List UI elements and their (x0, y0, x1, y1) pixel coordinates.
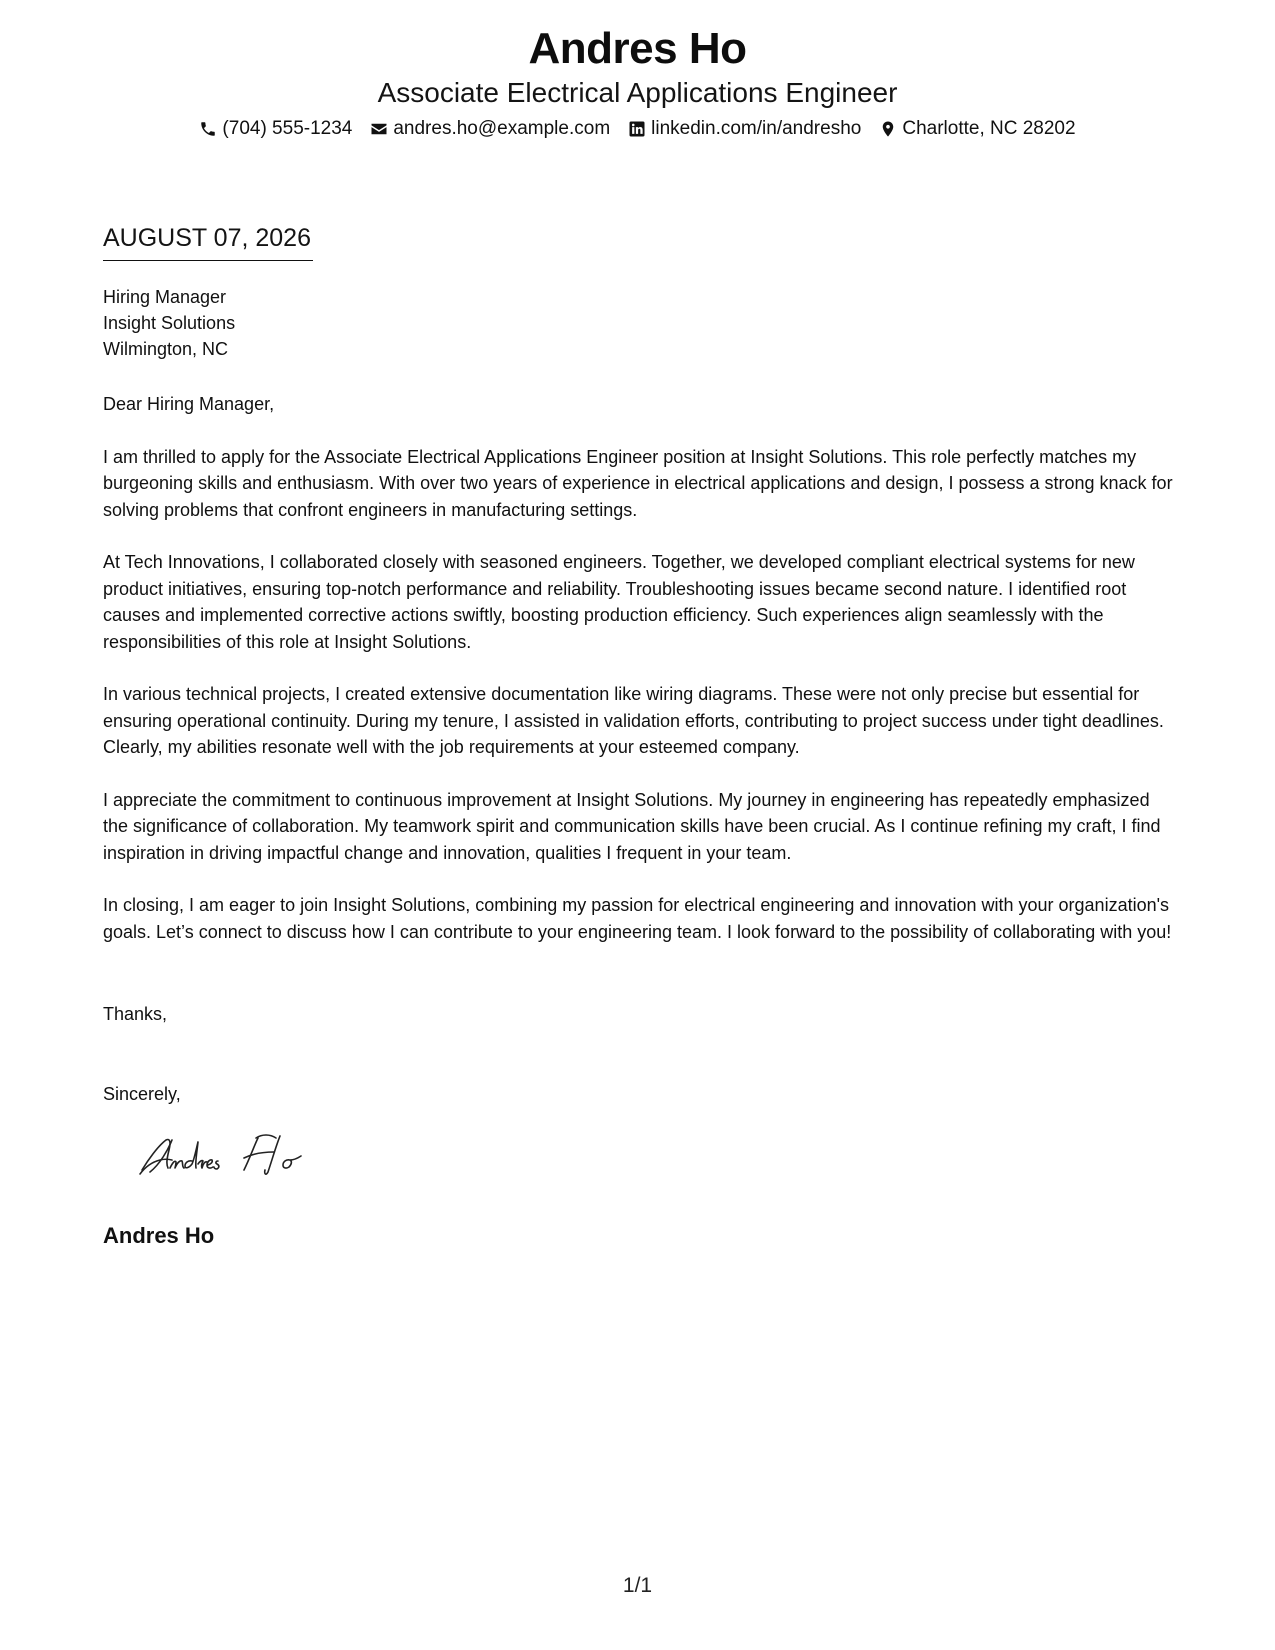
sign-off: Thanks, (103, 1004, 168, 1024)
signer-name: Andres Ho (103, 1223, 215, 1248)
linkedin-text: linkedin.com/in/andresho (651, 118, 862, 139)
location-text: Charlotte, NC 28202 (902, 118, 1076, 139)
map-pin-icon (879, 120, 897, 138)
phone-text: (704) 555-1234 (222, 118, 353, 139)
page-number: 1/1 (622, 1574, 653, 1597)
date-block (103, 222, 313, 261)
recipient-address (103, 284, 235, 362)
phone-icon (199, 120, 217, 138)
email-text: andres.ho@example.com (393, 118, 611, 139)
applicant-name: Andres Ho (528, 24, 747, 73)
paragraph: In closing, I am eager to join Insight Solutions, combining my passion for electrical engineering and innovation with your organization's goals. Let’s connect to discuss how I can contribute to your engineering team. I look forward to the possibility of collaborating with you! (103, 895, 1172, 942)
letter-header (0, 22, 1275, 142)
salutation: Dear Hiring Manager, (103, 394, 275, 414)
recipient-name: Hiring Manager (103, 287, 227, 307)
recipient-location: Wilmington, NC (103, 339, 229, 359)
applicant-job-title: Associate Electrical Applications Engineer (377, 77, 898, 108)
contact-phone[interactable] (199, 116, 352, 142)
paragraph: At Tech Innovations, I collaborated closely with seasoned engineers. Together, we developed compliant electrical systems for new product initiatives, ensuring top-notch performance and reliability. Troubleshooting issues became second nature. I identified root causes and implemented corrective actions swiftly, boosting production efficiency. Such experiences align seamlessly with the responsibilities of this role at Insight Solutions. (103, 552, 1135, 652)
letter-date: AUGUST 07, 2026 (103, 222, 313, 261)
paragraph: In various technical projects, I created extensive documentation like wiring diagrams. These were not only precise but essential for ensuring operational continuity. During my tenure, I assisted in validation efforts, contributing to project success under tight deadlines. Clearly, my abilities resonate well with the job requirements at your esteemed company. (103, 684, 1164, 757)
recipient-company: Insight Solutions (103, 313, 236, 333)
contact-linkedin[interactable] (628, 116, 861, 142)
paragraph: I am thrilled to apply for the Associate Electrical Applications Engineer position at Insight Solutions. This role perfectly matches my burgeoning skills and enthusiasm. With over two years of experience in electrical applications and design, I possess a strong knack for solving problems that confront engineers in manufacturing settings. (103, 446, 1173, 520)
handwritten-signature (138, 1130, 328, 1182)
envelope-icon (370, 120, 388, 138)
letter-body (103, 391, 1178, 971)
closing: Sincerely, (103, 1084, 181, 1104)
contact-email[interactable] (370, 116, 610, 142)
contact-location (879, 116, 1075, 142)
linkedin-icon (628, 120, 646, 138)
contact-bar (0, 116, 1275, 142)
paragraph: I appreciate the commitment to continuous improvement at Insight Solutions. My journey in engineering has repeatedly emphasized the significance of collaboration. My teamwork spirit and communication skills have been crucial. As I continue refining my craft, I find inspiration in driving impactful change and innovation, qualities I frequent in your team. (103, 789, 1161, 863)
